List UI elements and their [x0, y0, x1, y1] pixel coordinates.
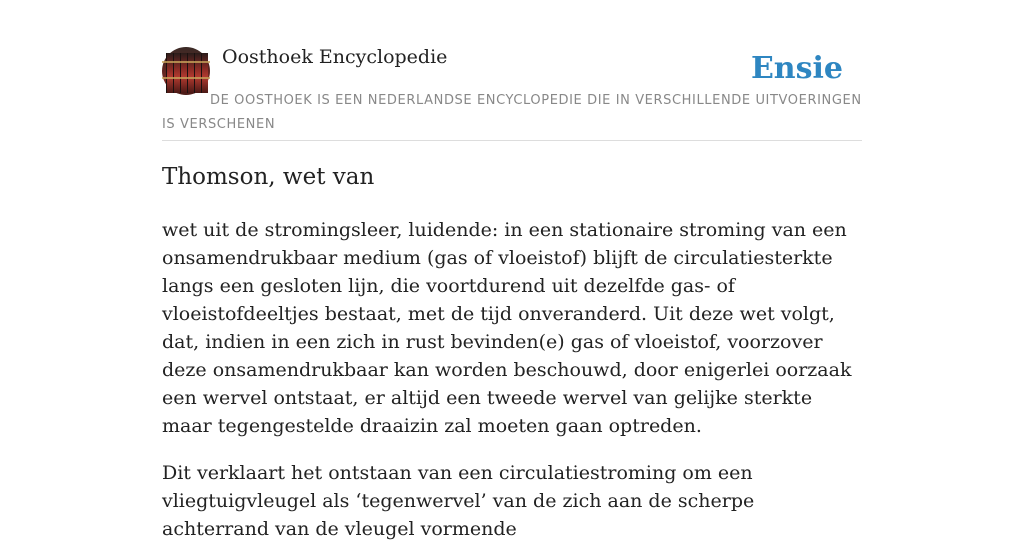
book-band	[162, 77, 210, 79]
book-band	[162, 61, 210, 63]
site-tagline: DE OOSTHOEK IS EEN NEDERLANDSE ENCYCLOPEDIE DIE IN VERSCHILLENDE UITVOERINGEN IS VERSCHENEN	[162, 93, 862, 132]
book-spine	[194, 53, 201, 93]
site-header	[162, 0, 862, 141]
site-name-link[interactable]: Oosthoek Encyclopedie	[222, 46, 448, 68]
book-spine	[173, 53, 180, 93]
book-spine	[201, 53, 208, 93]
ensie-logo-link[interactable]: Ensie	[750, 51, 843, 86]
article-title: Thomson, wet van	[162, 164, 375, 190]
article-paragraph: wet uit de stromingsleer, luidende: in een stationaire stroming van een onsamendrukbaar medium (gas of vloeistof) blijft de circulatiesterkte langs een gesloten lijn, die voortdurend uit dezelfde gas- of vloeistofdeeltjes bestaat, met de tijd onveranderd. Uit deze wet volgt, dat, indien in een zich in rust bevinden(e) gas of vloeistof, voorzover deze onsamendrukbaar kan worden beschouwd, door enigerlei oorzaak een wervel ontstaat, er altijd een tweede wervel van gelijke sterkte maar tegengestelde draaizin zal moeten gaan optreden.	[162, 219, 852, 437]
page-container	[162, 0, 862, 540]
book-spine	[166, 53, 173, 93]
article-paragraph: Dit verklaart het ontstaan van een circulatiestroming om een vliegtuigvleugel als ‘tegenwervel’ van de zich aan de scherpe achterrand van de vleugel vormende	[162, 462, 755, 540]
book-spine	[180, 53, 187, 93]
encyclopedia-avatar[interactable]	[162, 47, 210, 95]
book-spine	[187, 53, 194, 93]
